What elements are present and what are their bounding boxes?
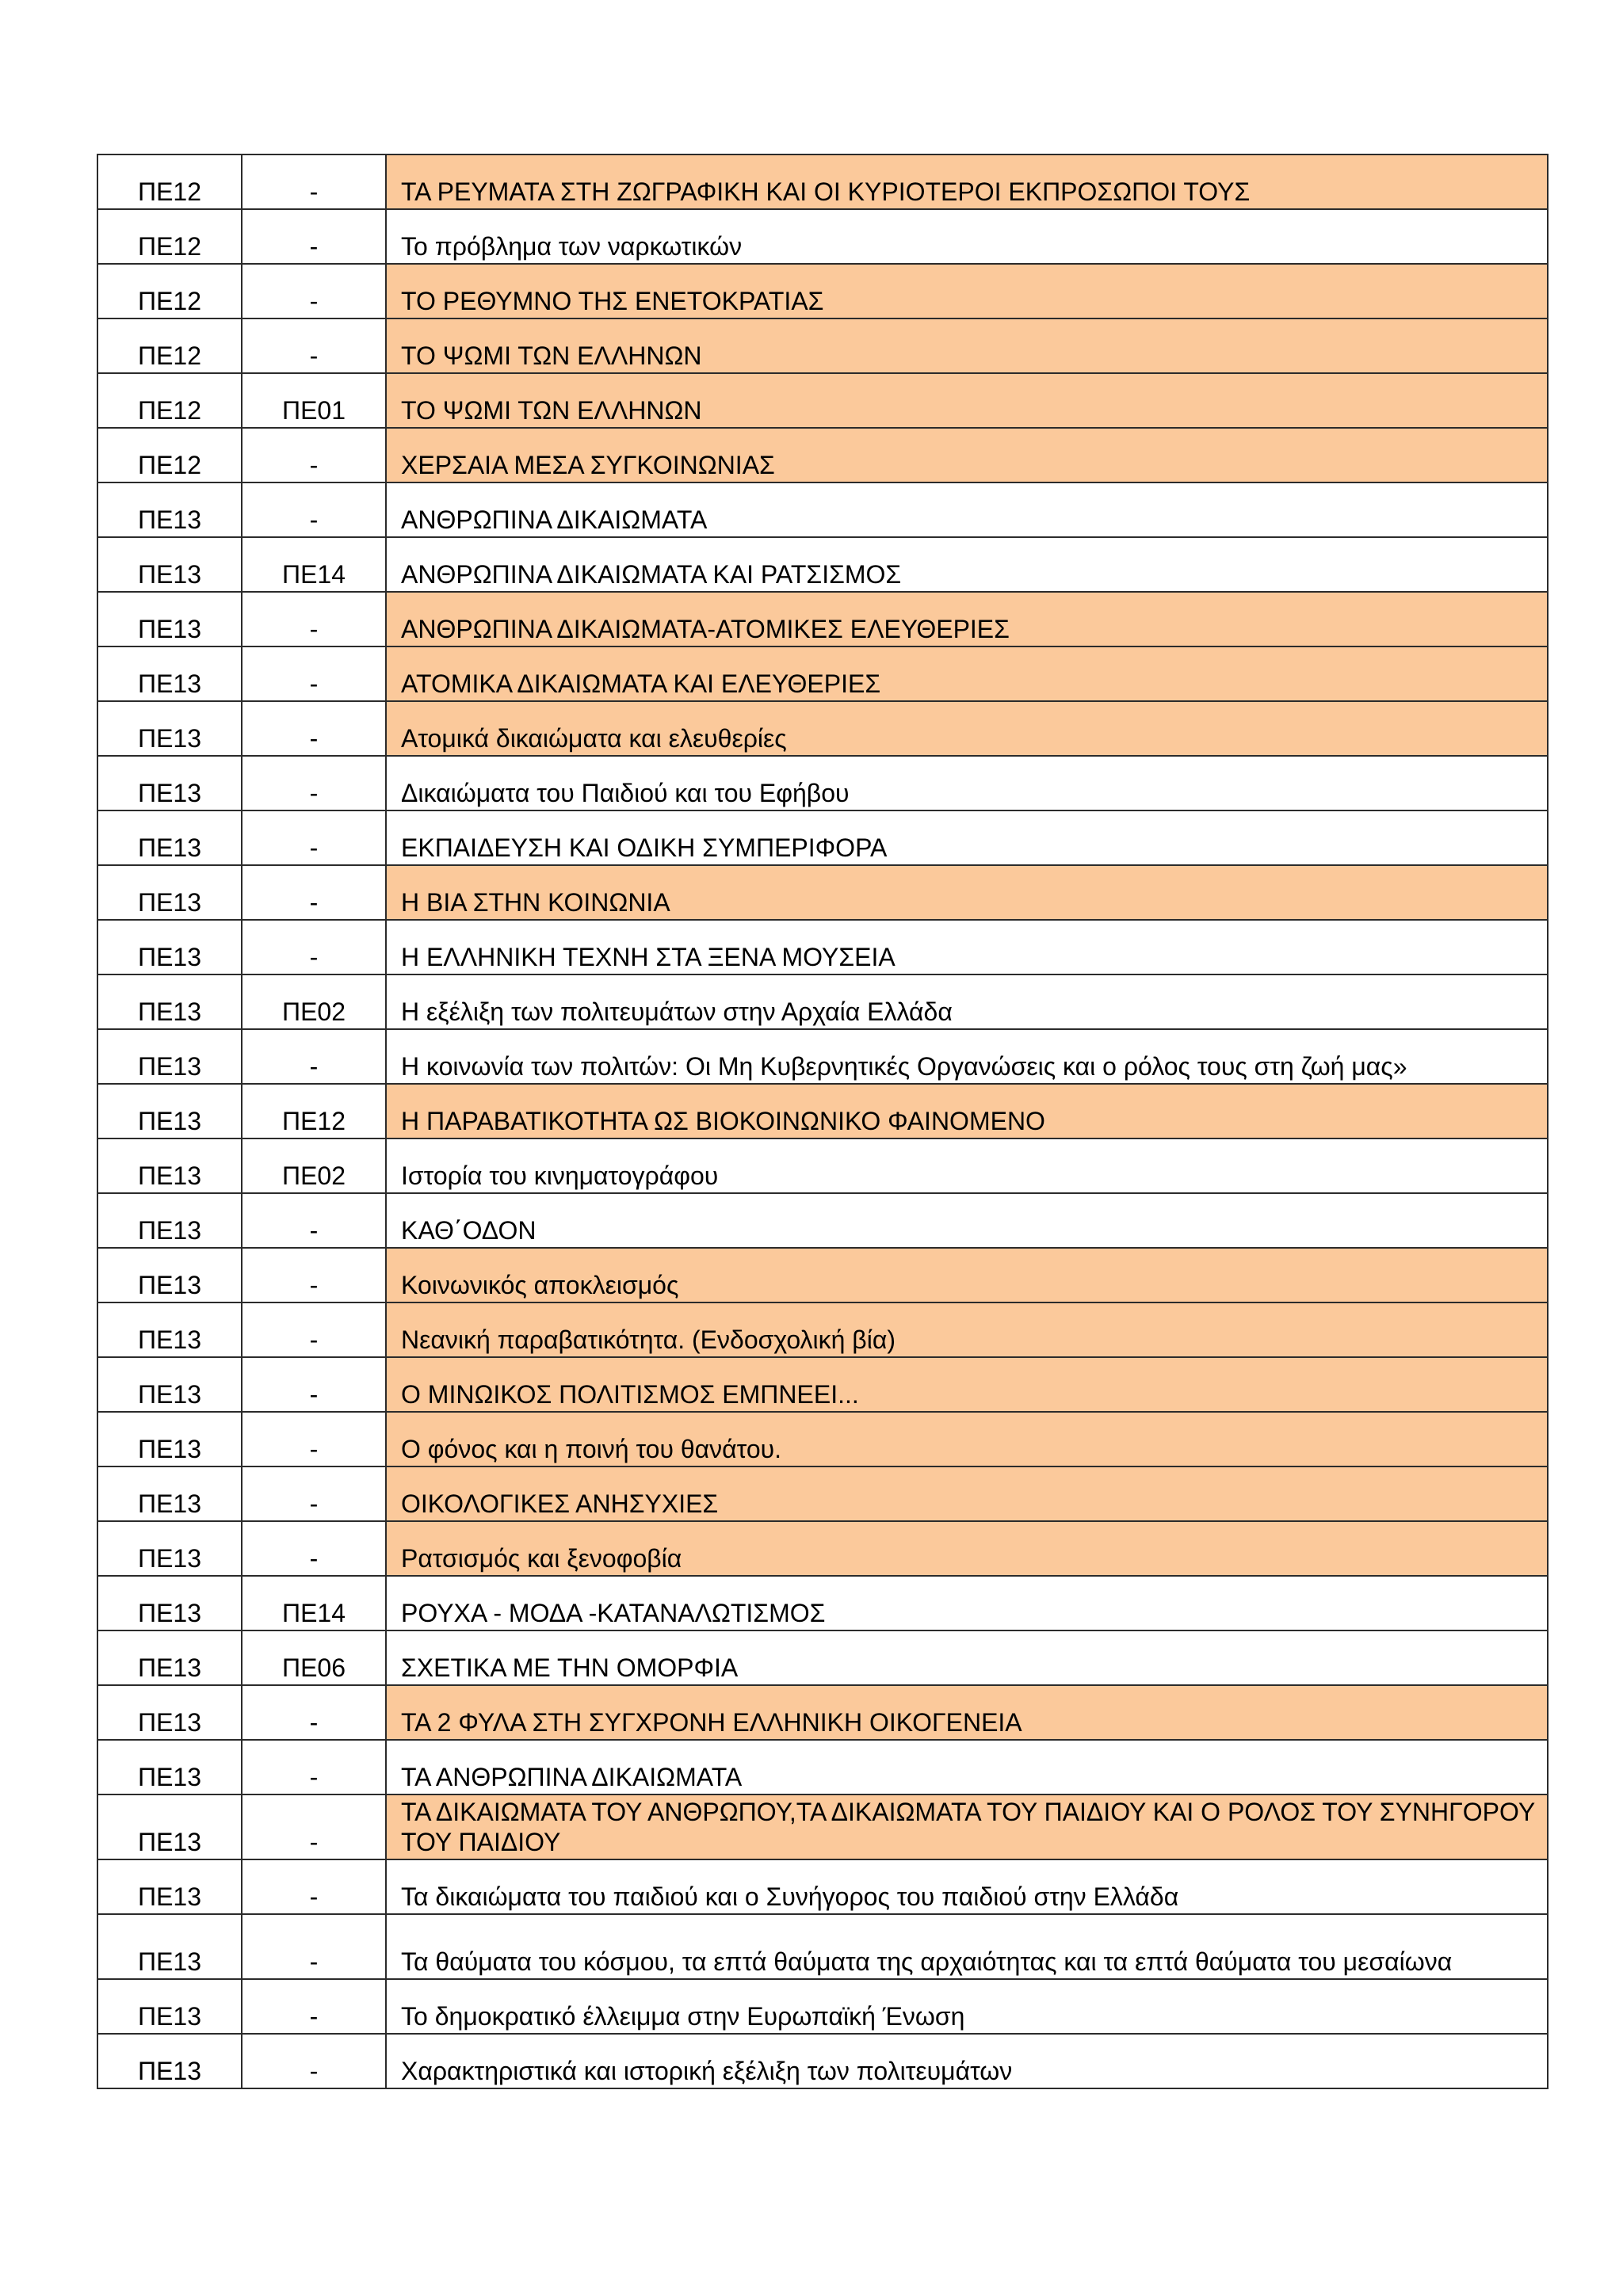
specialty-code-cell: ΠΕ13	[97, 701, 242, 756]
table-row	[97, 756, 1548, 810]
table-row	[97, 1302, 1548, 1357]
topic-title-cell: ΕΚΠΑΙΔΕΥΣΗ ΚΑΙ ΟΔΙΚΗ ΣΥΜΠΕΡΙΦΟΡΑ	[386, 810, 1548, 865]
topic-title-cell: ΑΝΘΡΩΠΙΝΑ ΔΙΚΑΙΩΜΑΤΑ	[386, 482, 1548, 537]
topic-title-cell: Το πρόβλημα των ναρκωτικών	[386, 209, 1548, 264]
specialty-code-cell: ΠΕ12	[97, 154, 242, 209]
topic-title-cell: Η ΒΙΑ ΣΤΗΝ ΚΟΙΝΩΝΙΑ	[386, 865, 1548, 920]
table-row	[97, 373, 1548, 428]
topic-title-cell: ΤΟ ΨΩΜΙ ΤΩΝ ΕΛΛΗΝΩΝ	[386, 373, 1548, 428]
secondary-code-cell: -	[242, 1029, 386, 1084]
table-row	[97, 974, 1548, 1029]
specialty-code-cell: ΠΕ13	[97, 1029, 242, 1084]
secondary-code-cell: -	[242, 592, 386, 646]
secondary-code-cell: ΠΕ02	[242, 974, 386, 1029]
table-row	[97, 810, 1548, 865]
secondary-code-cell: -	[242, 318, 386, 373]
specialty-code-cell: ΠΕ13	[97, 974, 242, 1029]
specialty-code-cell: ΠΕ13	[97, 1740, 242, 1794]
topic-title-cell: Η εξέλιξη των πολιτευμάτων στην Αρχαία Ελλάδα	[386, 974, 1548, 1029]
topic-title-cell: ΤΑ ΑΝΘΡΩΠΙΝΑ ΔΙΚΑΙΩΜΑΤΑ	[386, 1740, 1548, 1794]
table-row	[97, 209, 1548, 264]
specialty-code-cell: ΠΕ13	[97, 482, 242, 537]
topic-title-cell: Η ΠΑΡΑΒΑΤΙΚΟΤΗΤΑ ΩΣ ΒΙΟΚΟΙΝΩΝΙΚΟ ΦΑΙΝΟΜΕΝΟ	[386, 1084, 1548, 1138]
table-row	[97, 1630, 1548, 1685]
secondary-code-cell: ΠΕ12	[242, 1084, 386, 1138]
specialty-code-cell: ΠΕ13	[97, 865, 242, 920]
secondary-code-cell: -	[242, 482, 386, 537]
secondary-code-cell: -	[242, 1357, 386, 1412]
specialty-code-cell: ΠΕ13	[97, 1466, 242, 1521]
topic-title-cell: ΤΑ ΔΙΚΑΙΩΜΑΤΑ ΤΟΥ ΑΝΘΡΩΠΟΥ,ΤΑ ΔΙΚΑΙΩΜΑΤΑ ΤΟΥ ΠΑΙΔΙΟΥ ΚΑΙ Ο ΡΟΛΟΣ ΤΟΥ ΣΥΝΗΓΟΡΟΥ ΤΟΥ ΠΑΙΔΙΟΥ	[386, 1794, 1548, 1859]
topics-table	[97, 154, 1549, 2089]
secondary-code-cell: -	[242, 810, 386, 865]
table-row	[97, 1521, 1548, 1576]
specialty-code-cell: ΠΕ12	[97, 428, 242, 482]
specialty-code-cell: ΠΕ13	[97, 2034, 242, 2088]
secondary-code-cell: ΠΕ14	[242, 537, 386, 592]
table-row	[97, 1029, 1548, 1084]
topic-title-cell: ΚΑΘ΄ΟΔΟΝ	[386, 1193, 1548, 1248]
table-row	[97, 1914, 1548, 1979]
topic-title-cell: ΑΝΘΡΩΠΙΝΑ ΔΙΚΑΙΩΜΑΤΑ ΚΑΙ ΡΑΤΣΙΣΜΟΣ	[386, 537, 1548, 592]
topic-title-cell: ΣΧΕΤΙΚΑ ΜΕ ΤΗΝ ΟΜΟΡΦΙΑ	[386, 1630, 1548, 1685]
table-row	[97, 592, 1548, 646]
secondary-code-cell: -	[242, 264, 386, 318]
specialty-code-cell: ΠΕ12	[97, 318, 242, 373]
topic-title-cell: Νεανική παραβατικότητα. (Ενδοσχολική βία)	[386, 1302, 1548, 1357]
specialty-code-cell: ΠΕ13	[97, 1794, 242, 1859]
table-row	[97, 646, 1548, 701]
specialty-code-cell: ΠΕ13	[97, 1084, 242, 1138]
topic-title-cell: Ατομικά δικαιώματα και ελευθερίες	[386, 701, 1548, 756]
topic-title-cell: ΑΤΟΜΙΚΑ ΔΙΚΑΙΩΜΑΤΑ ΚΑΙ ΕΛΕΥΘΕΡΙΕΣ	[386, 646, 1548, 701]
specialty-code-cell: ΠΕ13	[97, 1521, 242, 1576]
topic-title-cell: Τα δικαιώματα του παιδιού και ο Συνήγορος του παιδιού στην Ελλάδα	[386, 1859, 1548, 1914]
topic-title-cell: Κοινωνικός αποκλεισμός	[386, 1248, 1548, 1302]
table-row	[97, 482, 1548, 537]
secondary-code-cell: -	[242, 1193, 386, 1248]
secondary-code-cell: ΠΕ02	[242, 1138, 386, 1193]
topic-title-cell: Ο φόνος και η ποινή του θανάτου.	[386, 1412, 1548, 1466]
secondary-code-cell: -	[242, 1412, 386, 1466]
table-row	[97, 1859, 1548, 1914]
topics-table-body	[97, 154, 1548, 2088]
secondary-code-cell: -	[242, 1248, 386, 1302]
topic-title-cell: ΤΟ ΨΩΜΙ ΤΩΝ ΕΛΛΗΝΩΝ	[386, 318, 1548, 373]
table-row	[97, 154, 1548, 209]
table-row	[97, 701, 1548, 756]
table-row	[97, 1357, 1548, 1412]
table-row	[97, 1248, 1548, 1302]
secondary-code-cell: -	[242, 154, 386, 209]
table-row	[97, 1412, 1548, 1466]
table-row	[97, 1740, 1548, 1794]
specialty-code-cell: ΠΕ13	[97, 1576, 242, 1630]
topic-title-cell: ΡΟΥΧΑ - ΜΟΔΑ -ΚΑΤΑΝΑΛΩΤΙΣΜΟΣ	[386, 1576, 1548, 1630]
specialty-code-cell: ΠΕ13	[97, 1193, 242, 1248]
secondary-code-cell: ΠΕ06	[242, 1630, 386, 1685]
topic-title-cell: ΤΑ ΡΕΥΜΑΤΑ ΣΤΗ ΖΩΓΡΑΦΙΚΗ ΚΑΙ ΟΙ ΚΥΡΙΟΤΕΡΟΙ ΕΚΠΡΟΣΩΠΟΙ ΤΟΥΣ	[386, 154, 1548, 209]
specialty-code-cell: ΠΕ13	[97, 920, 242, 974]
table-row	[97, 537, 1548, 592]
table-row	[97, 2034, 1548, 2088]
table-row	[97, 920, 1548, 974]
topic-title-cell: ΤΑ 2 ΦΥΛΑ ΣΤΗ ΣΥΓΧΡΟΝΗ ΕΛΛΗΝΙΚΗ ΟΙΚΟΓΕΝΕΙΑ	[386, 1685, 1548, 1740]
table-row	[97, 1979, 1548, 2034]
specialty-code-cell: ΠΕ13	[97, 1979, 242, 2034]
table-row	[97, 1138, 1548, 1193]
secondary-code-cell: ΠΕ01	[242, 373, 386, 428]
secondary-code-cell: -	[242, 1466, 386, 1521]
table-row	[97, 1193, 1548, 1248]
specialty-code-cell: ΠΕ13	[97, 592, 242, 646]
specialty-code-cell: ΠΕ13	[97, 756, 242, 810]
secondary-code-cell: -	[242, 2034, 386, 2088]
secondary-code-cell: -	[242, 920, 386, 974]
specialty-code-cell: ΠΕ13	[97, 1302, 242, 1357]
secondary-code-cell: -	[242, 1859, 386, 1914]
table-row	[97, 1685, 1548, 1740]
specialty-code-cell: ΠΕ13	[97, 1412, 242, 1466]
secondary-code-cell: -	[242, 1979, 386, 2034]
specialty-code-cell: ΠΕ13	[97, 646, 242, 701]
table-row	[97, 1576, 1548, 1630]
table-row	[97, 1084, 1548, 1138]
topic-title-cell: Χαρακτηριστικά και ιστορική εξέλιξη των πολιτευμάτων	[386, 2034, 1548, 2088]
table-row	[97, 865, 1548, 920]
secondary-code-cell: -	[242, 1302, 386, 1357]
specialty-code-cell: ΠΕ13	[97, 1248, 242, 1302]
secondary-code-cell: -	[242, 865, 386, 920]
secondary-code-cell: -	[242, 701, 386, 756]
secondary-code-cell: -	[242, 1794, 386, 1859]
topic-title-cell: ΟΙΚΟΛΟΓΙΚΕΣ ΑΝΗΣΥΧΙΕΣ	[386, 1466, 1548, 1521]
specialty-code-cell: ΠΕ12	[97, 264, 242, 318]
topic-title-cell: ΧΕΡΣΑΙΑ ΜΕΣΑ ΣΥΓΚΟΙΝΩΝΙΑΣ	[386, 428, 1548, 482]
secondary-code-cell: -	[242, 756, 386, 810]
secondary-code-cell: -	[242, 646, 386, 701]
specialty-code-cell: ΠΕ13	[97, 1138, 242, 1193]
topic-title-cell: Ρατσισμός και ξενοφοβία	[386, 1521, 1548, 1576]
secondary-code-cell: -	[242, 1685, 386, 1740]
topic-title-cell: Ιστορία του κινηματογράφου	[386, 1138, 1548, 1193]
specialty-code-cell: ΠΕ13	[97, 1859, 242, 1914]
topic-title-cell: Η κοινωνία των πολιτών: Οι Μη Κυβερνητικές Οργανώσεις και ο ρόλος τους στη ζωή μας»	[386, 1029, 1548, 1084]
table-row	[97, 428, 1548, 482]
specialty-code-cell: ΠΕ13	[97, 810, 242, 865]
specialty-code-cell: ΠΕ13	[97, 1357, 242, 1412]
secondary-code-cell: -	[242, 1914, 386, 1979]
topic-title-cell: Ο ΜΙΝΩΙΚΟΣ ΠΟΛΙΤΙΣΜΟΣ ΕΜΠΝΕΕΙ...	[386, 1357, 1548, 1412]
secondary-code-cell: -	[242, 1740, 386, 1794]
specialty-code-cell: ΠΕ13	[97, 537, 242, 592]
topic-title-cell: Τα θαύματα του κόσμου, τα επτά θαύματα της αρχαιότητας και τα επτά θαύματα του μεσαίωνα	[386, 1914, 1548, 1979]
table-row	[97, 318, 1548, 373]
topic-title-cell: ΤΟ ΡΕΘΥΜΝΟ ΤΗΣ ΕΝΕΤΟΚΡΑΤΙΑΣ	[386, 264, 1548, 318]
topic-title-cell: Η ΕΛΛΗΝΙΚΗ ΤΕΧΝΗ ΣΤΑ ΞΕΝΑ ΜΟΥΣΕΙΑ	[386, 920, 1548, 974]
table-row	[97, 264, 1548, 318]
secondary-code-cell: ΠΕ14	[242, 1576, 386, 1630]
secondary-code-cell: -	[242, 209, 386, 264]
specialty-code-cell: ΠΕ12	[97, 373, 242, 428]
specialty-code-cell: ΠΕ13	[97, 1914, 242, 1979]
topic-title-cell: ΑΝΘΡΩΠΙΝΑ ΔΙΚΑΙΩΜΑΤΑ-ΑΤΟΜΙΚΕΣ ΕΛΕΥΘΕΡΙΕΣ	[386, 592, 1548, 646]
table-row	[97, 1794, 1548, 1859]
specialty-code-cell: ΠΕ13	[97, 1685, 242, 1740]
topic-title-cell: Το δημοκρατικό έλλειμμα στην Ευρωπαϊκή Ένωση	[386, 1979, 1548, 2034]
topic-title-cell: Δικαιώματα του Παιδιού και του Εφήβου	[386, 756, 1548, 810]
specialty-code-cell: ΠΕ13	[97, 1630, 242, 1685]
secondary-code-cell: -	[242, 428, 386, 482]
specialty-code-cell: ΠΕ12	[97, 209, 242, 264]
secondary-code-cell: -	[242, 1521, 386, 1576]
table-row	[97, 1466, 1548, 1521]
